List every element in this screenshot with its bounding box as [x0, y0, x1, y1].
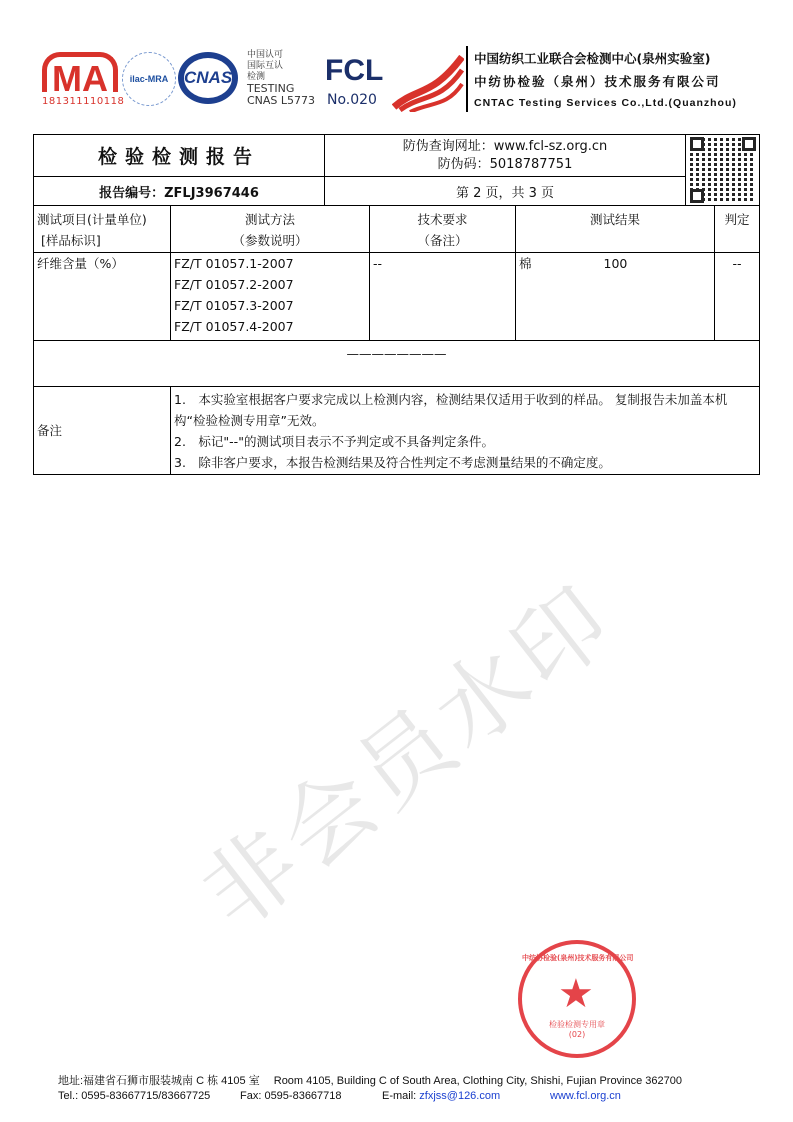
stamp-bottom-text: 检验检测专用章 [549, 1020, 605, 1029]
table-row [34, 253, 760, 341]
footer-address: 地址:福建省石狮市服装城南 C 栋 4105 室 Room 4105, Building C of South Area, Clothing City, Shishi, Fujian Province 362700 [58, 1075, 683, 1087]
stamp-code: (02) [568, 1030, 586, 1039]
cnas-line: 检测 [247, 72, 266, 82]
report-header-table [33, 134, 760, 206]
cnas-line: TESTING [247, 82, 295, 95]
cma-number: 181311110118 [42, 96, 125, 107]
website-link[interactable]: www.fcl.org.cn [550, 1090, 621, 1102]
ilac-mra-logo: ilac-MRA [122, 52, 176, 106]
col-header: 测试项目(计量单位) [37, 212, 147, 227]
notes-label: 备注 [34, 387, 171, 475]
watermark: 非会员水印 [182, 564, 635, 951]
stamp-text: 中纺协检验(泉州)技术服务有限公司 [522, 954, 634, 962]
result-label: 棉 [519, 256, 532, 271]
fcl-number: No.020 [327, 92, 377, 108]
footer-website [550, 1090, 621, 1102]
fcl-logo: FCL [325, 54, 384, 87]
method: FZ/T 01057.2-2007 [174, 277, 294, 292]
stamp-bottom [522, 1020, 632, 1040]
star-icon: ★ [558, 971, 594, 1017]
end-mark: ———————— [34, 341, 760, 387]
company-name-cn: 中国纺织工业联合会检测中心(泉州实验室) [474, 51, 711, 66]
method: FZ/T 01057.1-2007 [174, 256, 294, 271]
results-table [33, 205, 760, 475]
notes [171, 387, 760, 475]
method: FZ/T 01057.4-2007 [174, 319, 294, 334]
verify-info [325, 135, 686, 177]
cnas-line: 国际互认 [247, 61, 284, 71]
cnas-line: CNAS L5773 [247, 94, 316, 107]
note: 3. 除非客户要求，本报告检测结果及符合性判定不考虑测量结果的不确定度。 [174, 455, 611, 470]
col-header: 测试结果 [589, 212, 640, 227]
requirement: -- [370, 253, 516, 341]
verify-code: 防伪码：5018787751 [437, 156, 573, 172]
table-header-row [34, 206, 760, 253]
notes-row [34, 387, 760, 475]
company-name-cn-2: 中纺协检验（泉州）技术服务有限公司 [474, 74, 721, 89]
report-number: 报告编号：ZFLJ3967446 [34, 177, 325, 206]
method: FZ/T 01057.3-2007 [174, 298, 294, 313]
qr-code [686, 135, 760, 206]
col-header-sub: [样品标识] [41, 233, 101, 248]
test-methods [171, 253, 370, 341]
email-label: E-mail: [382, 1090, 420, 1102]
official-stamp [518, 940, 636, 1058]
col-header: 技术要求 [417, 212, 468, 227]
note: 1. 本实验室根据客户要求完成以上检测内容，检测结果仅适用于收到的样品。 复制报告未加盖本机构“检验检测专用章”无效。 [174, 392, 728, 428]
col-header-sub: （参数说明） [232, 233, 308, 248]
footer-tel: Tel.: 0595-83667715/83667725 [58, 1090, 211, 1102]
report-title: 检验检测报告 [34, 135, 325, 177]
company-name-en: CNTAC Testing Services Co.,Ltd.(Quanzhou) [474, 97, 737, 109]
col-header: 判定 [724, 212, 750, 227]
note: 2. 标记"--"的测试项目表示不予判定或不具备判定条件。 [174, 434, 494, 449]
stripe-logo-icon [392, 52, 464, 112]
divider [466, 46, 468, 112]
result-value: 100 [603, 256, 628, 271]
col-header-sub: （备注） [417, 233, 468, 248]
test-item: 纤维含量（%） [34, 253, 171, 341]
verify-url: 防伪查询网址：www.fcl-sz.org.cn [402, 138, 608, 154]
cnas-text [247, 50, 315, 107]
col-header: 测试方法 [244, 212, 295, 227]
page-indicator: 第 2 页，共 3 页 [325, 177, 686, 206]
cnas-line: 中国认可 [247, 50, 284, 60]
footer-fax: Fax: 0595-83667718 [240, 1090, 342, 1102]
cnas-logo: CNAS [178, 52, 238, 104]
cma-logo: MA [42, 52, 118, 92]
result [516, 253, 715, 341]
judgement: -- [715, 253, 760, 341]
email-link[interactable]: zfxjss@126.com [419, 1090, 501, 1102]
footer-email [382, 1090, 500, 1102]
